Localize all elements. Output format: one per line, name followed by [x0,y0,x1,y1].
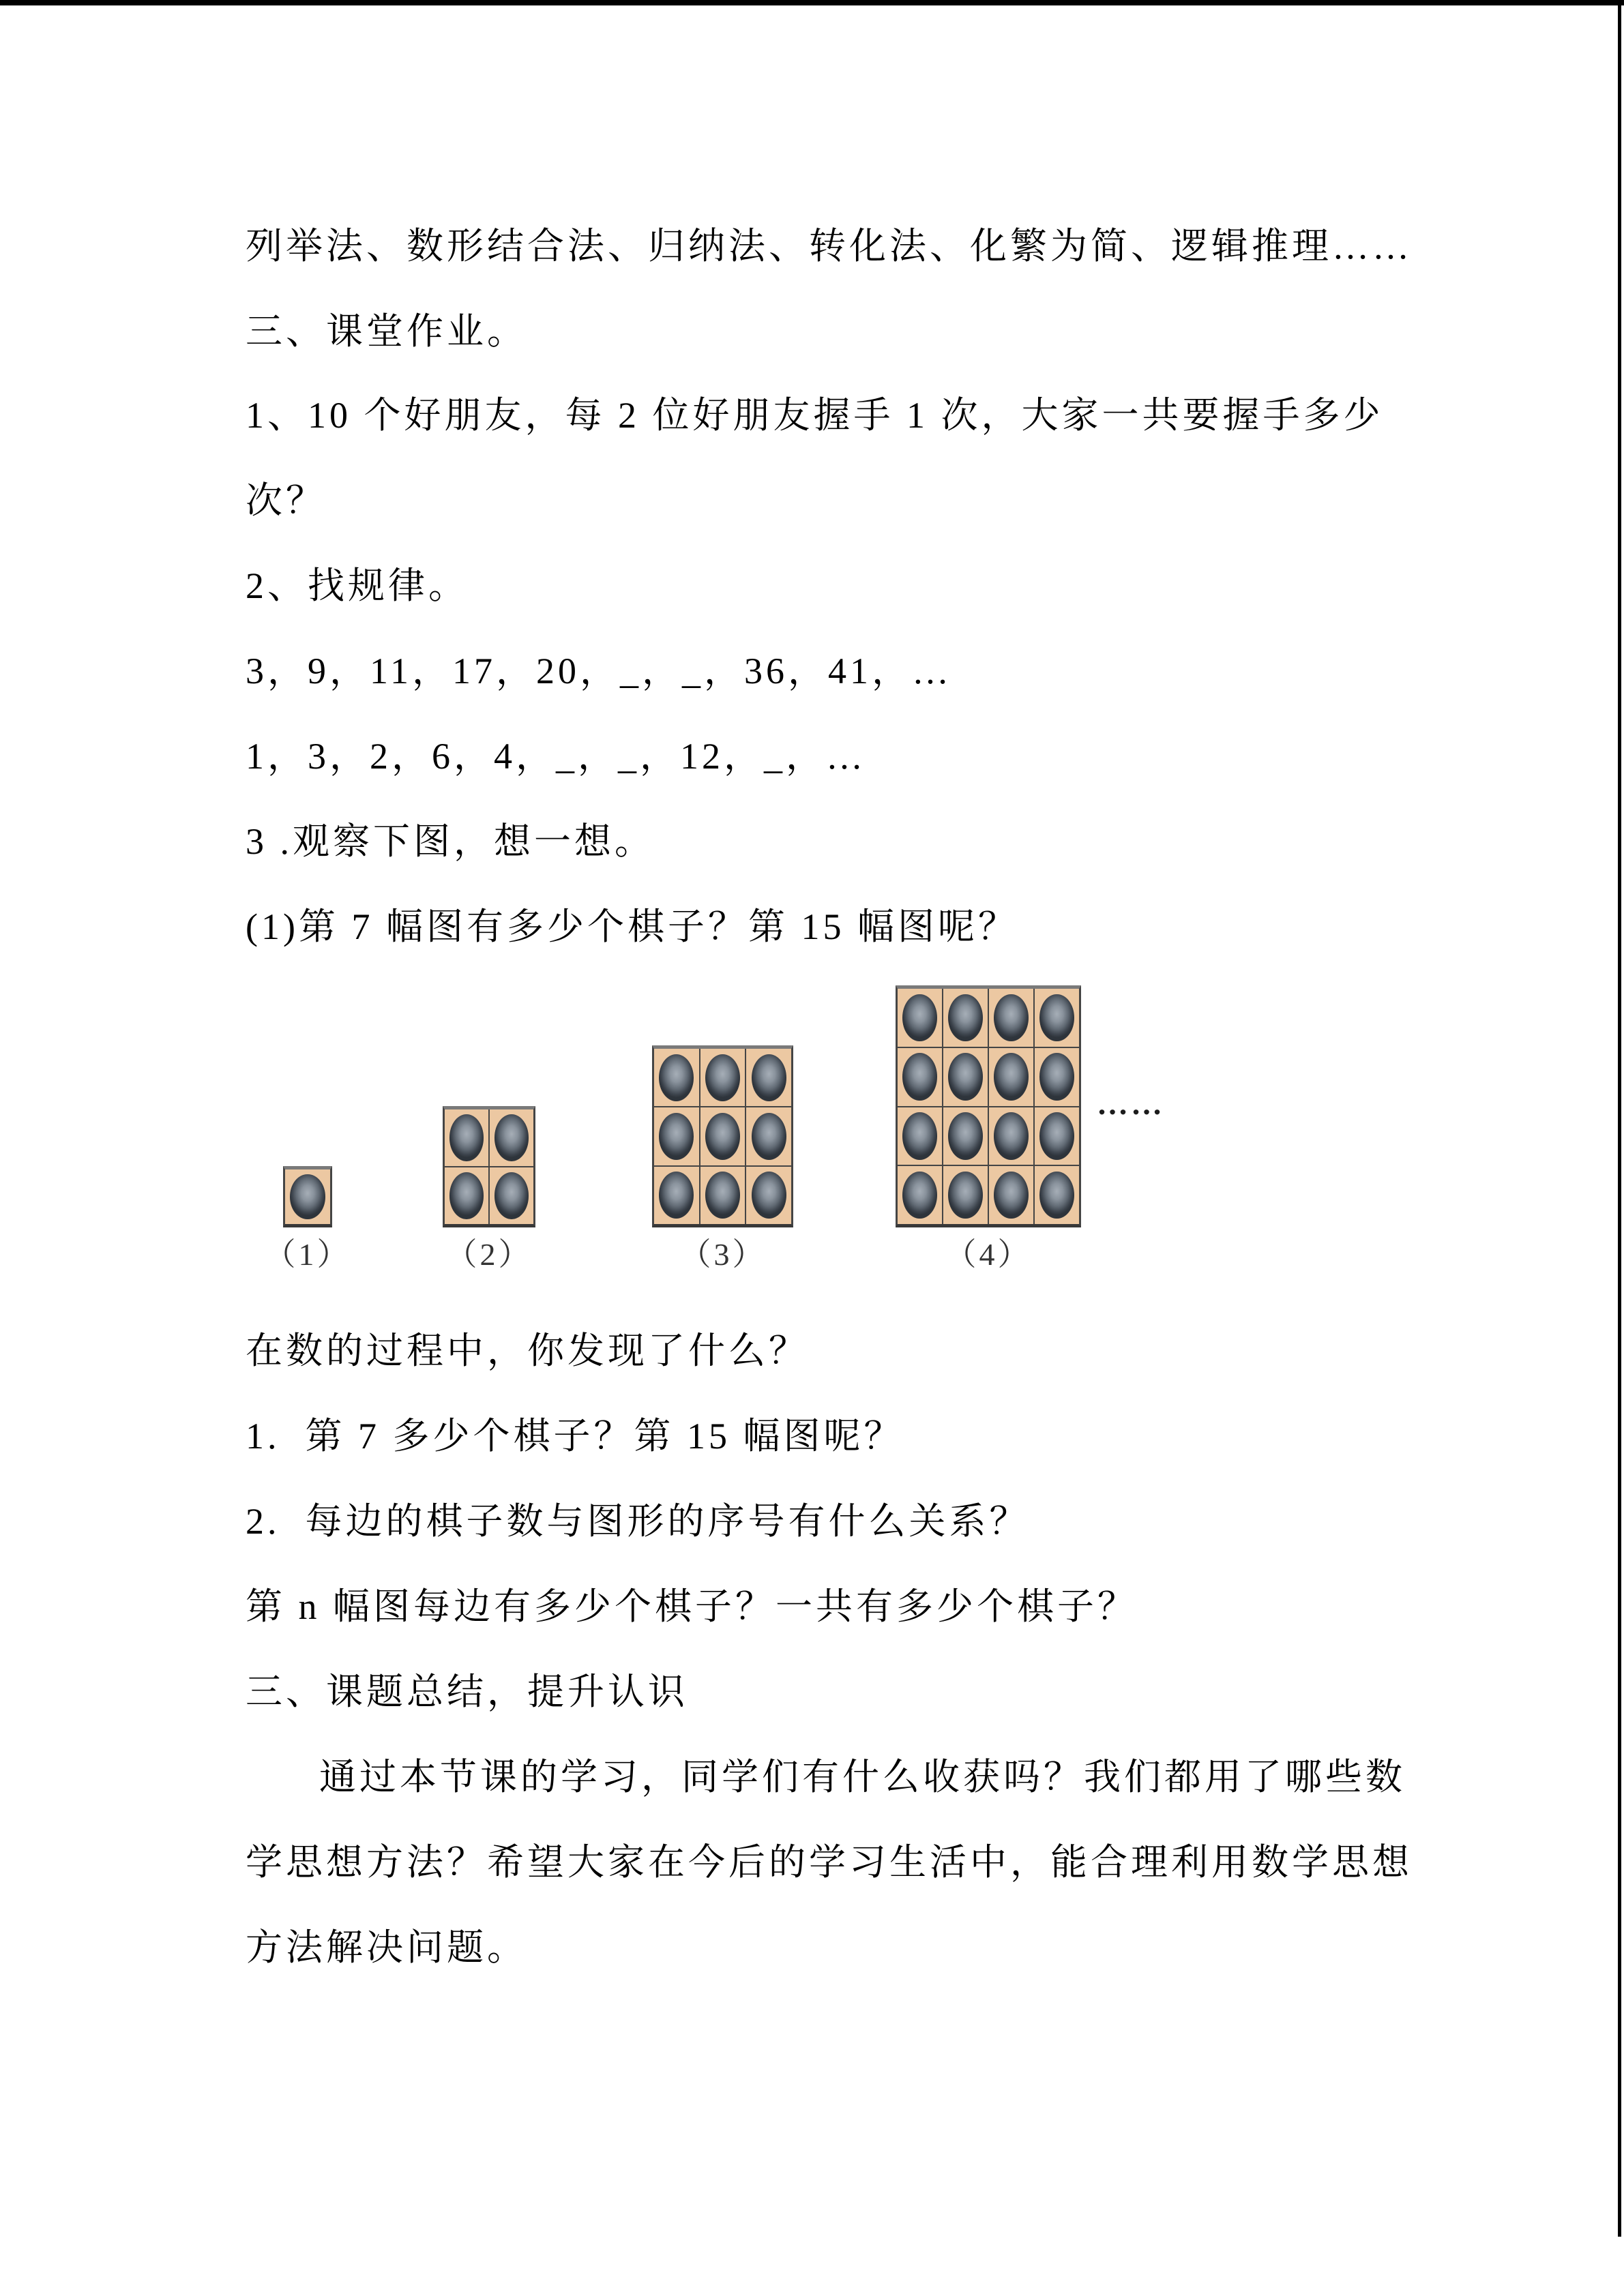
stone-icon [705,1113,740,1160]
board-cell [654,1049,699,1106]
board-cell [746,1049,791,1106]
board-cell [445,1109,488,1166]
page-top-border [0,0,1624,5]
page-right-border [1618,0,1621,2237]
text-line: 三、课题总结，提升认识 [246,1671,688,1712]
stone-icon [902,1053,937,1100]
board-cell [445,1167,488,1224]
figure-label-2: （2） [445,1237,533,1272]
text-line: 次？ [246,480,326,521]
board-cell [898,1048,942,1106]
stone-icon [1039,1112,1074,1159]
board-cell [898,989,942,1047]
number-sequence-line: 3，9，11，17，20，_，_，36，41，… [246,651,952,691]
stone-icon [752,1054,786,1101]
stone-icon [948,1053,983,1100]
stone-icon [994,994,1029,1041]
stone-icon [902,1172,937,1219]
board-cell [989,1048,1033,1106]
text-line: 1. 第 7 多少个棋子？第 15 幅图呢？ [246,1416,904,1457]
board-cell [943,989,988,1047]
board-cell [700,1107,745,1165]
board-cell [746,1107,791,1165]
stone-icon [494,1172,529,1219]
number-sequence-line: 1，3，2，6，4，_，_，12，_，… [246,736,866,777]
board-cell [1035,1166,1079,1224]
text-line: 1、10 个好朋友，每 2 位好朋友握手 1 次，大家一共要握手多少 [246,395,1384,436]
stone-icon [902,994,937,1041]
stone-icon [902,1112,937,1159]
text-line: 方法解决问题。 [246,1927,527,1968]
go-board-grid-2 [443,1106,535,1227]
go-board-grid-1 [283,1166,332,1227]
stone-icon [948,994,983,1041]
board-cell [654,1107,699,1165]
board-cell [490,1167,533,1224]
stone-icon [494,1114,529,1161]
stone-icon [1039,994,1074,1041]
stone-icon [449,1172,484,1219]
board-cell [1035,989,1079,1047]
stone-icon [948,1112,983,1159]
board-cell [700,1167,745,1224]
text-line: 第 n 幅图每边有多少个棋子？一共有多少个棋子？ [246,1586,1138,1627]
text-line: 在数的过程中，你发现了什么？ [246,1330,809,1371]
stone-icon [659,1172,694,1219]
text-line: 三、课堂作业。 [246,311,527,352]
text-line: (1)第 7 幅图有多少个棋子？第 15 幅图呢？ [246,906,1018,947]
board-cell [898,1166,942,1224]
board-cell [989,1166,1033,1224]
stone-icon [705,1172,740,1219]
stone-icon [752,1172,786,1219]
text-line: 2、找规律。 [246,565,469,606]
board-cell [943,1166,988,1224]
stone-icon [659,1113,694,1160]
figure-continuation-dots: …… [1097,1086,1165,1121]
text-line: 通过本节课的学习，同学们有什么收获吗？我们都用了哪些数 [319,1757,1406,1798]
stone-icon [659,1054,694,1101]
board-cell [746,1167,791,1224]
go-board-grid-3 [652,1045,793,1227]
figure-label-3: （3） [679,1237,767,1272]
stone-icon [449,1114,484,1161]
stone-icon [994,1112,1029,1159]
text-line: 学思想方法？希望大家在今后的学习生活中，能合理利用数学思想 [246,1842,1413,1883]
figure-label-4: （4） [945,1237,1032,1272]
board-cell [943,1048,988,1106]
board-cell [654,1167,699,1224]
figure-label-1: （1） [264,1237,351,1272]
text-line: 2. 每边的棋子数与图形的序号有什么关系？ [246,1501,1030,1542]
stone-icon [1039,1172,1074,1219]
stone-icon [1039,1053,1074,1100]
text-line: 3 .观察下图，想一想。 [246,821,655,862]
stone-icon [994,1053,1029,1100]
board-cell [943,1107,988,1165]
stone-icon [705,1054,740,1101]
stone-icon [290,1174,325,1219]
stone-icon [948,1172,983,1219]
board-cell [898,1107,942,1165]
text-line: 列举法、数形结合法、归纳法、转化法、化繁为简、逻辑推理…… [246,226,1413,267]
go-board-grid-4 [896,985,1081,1227]
board-cell [989,1107,1033,1165]
board-cell [1035,1107,1079,1165]
stone-icon [994,1172,1029,1219]
board-cell [700,1049,745,1106]
board-cell [490,1109,533,1166]
board-cell [1035,1048,1079,1106]
board-cell [989,989,1033,1047]
stone-icon [752,1113,786,1160]
board-cell [285,1169,330,1224]
